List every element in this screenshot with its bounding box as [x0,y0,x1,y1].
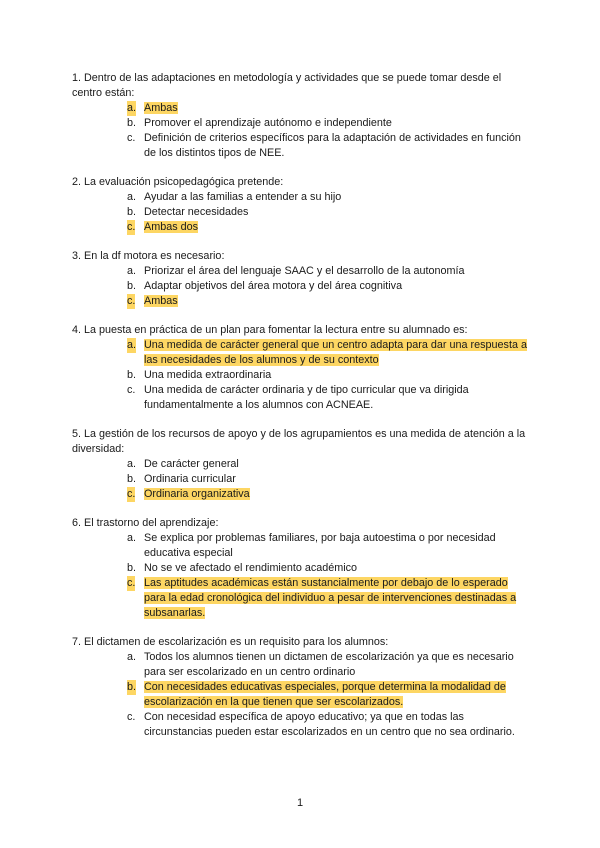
option-c [72,220,532,235]
option-text: Se explica por problemas familiares, por baja autoestima o por necesidad educativa especial [144,532,496,559]
option-text: De carácter general [144,458,239,470]
option-letter: b. [127,562,137,574]
option-text: Ambas [144,295,178,307]
option-letter: a. [127,651,137,663]
option-b [72,472,532,487]
question-stem: 5. La gestión de los recursos de apoyo y de los agrupamientos es una medida de atención a la diversidad: [72,428,526,455]
option-letter: a. [127,102,137,114]
question-2 [72,175,532,235]
option-letter: a. [127,191,137,203]
question-6 [72,516,532,621]
option-c [72,576,532,621]
question-4 [72,323,532,413]
option-b [72,116,532,131]
option-c [72,710,532,740]
option-b [72,279,532,294]
option-text: Ayudar a las familias a entender a su hijo [144,191,342,203]
option-a [72,101,532,116]
option-a [72,531,532,561]
question-3 [72,249,532,309]
option-text: Con necesidades educativas especiales, porque determina la modalidad de escolarización en la que tienen que ser escolarizados. [144,681,506,708]
option-text: Priorizar el área del lenguaje SAAC y el desarrollo de la autonomía [144,265,465,277]
option-text: Una medida de carácter ordinaria y de tipo curricular que va dirigida fundamentalmente a los alumnos con ACNEAE. [144,384,469,411]
option-c [72,383,532,413]
option-text: Adaptar objetivos del área motora y del área cognitiva [144,280,403,292]
option-a [72,457,532,472]
option-text: Todos los alumnos tienen un dictamen de escolarización ya que es necesario para ser escolarizado en un centro ordinario [144,651,514,678]
option-letter: a. [127,532,137,544]
option-a [72,650,532,680]
option-b [72,561,532,576]
option-letter: a. [127,339,137,351]
option-text: Una medida extraordinaria [144,369,272,381]
option-letter: a. [127,458,137,470]
option-text: Ordinaria curricular [144,473,236,485]
option-text: Definición de criterios específicos para la adaptación de actividades en función de los distintos tipos de NEE. [144,132,521,159]
option-a [72,338,532,368]
option-text: No se ve afectado el rendimiento académico [144,562,358,574]
option-letter: c. [127,221,136,233]
option-letter: b. [127,681,137,693]
option-letter: b. [127,280,137,292]
question-stem: 7. El dictamen de escolarización es un requisito para los alumnos: [72,636,389,648]
option-c [72,294,532,309]
option-text: Ambas [144,102,178,114]
question-stem: 3. En la df motora es necesario: [72,250,225,262]
option-letter: a. [127,265,137,277]
question-stem: 4. La puesta en práctica de un plan para fomentar la lectura entre su alumnado es: [72,324,468,336]
question-stem: 1. Dentro de las adaptaciones en metodología y actividades que se puede tomar desde el centro están: [72,72,502,99]
document-page [72,71,532,754]
option-b [72,368,532,383]
option-letter: c. [127,384,136,396]
option-text: Ordinaria organizativa [144,488,250,500]
page-number: 1 [296,797,304,809]
question-stem: 2. La evaluación psicopedagógica pretende: [72,176,284,188]
option-text: Con necesidad específica de apoyo educativo; ya que en todas las circunstancias pueden estar escolarizados en un centro que no sea ordinario. [144,711,515,738]
question-stem: 6. El trastorno del aprendizaje: [72,517,219,529]
option-letter: c. [127,132,136,144]
question-7 [72,635,532,740]
option-b [72,205,532,220]
option-c [72,131,532,161]
option-text: Una medida de carácter general que un centro adapta para dar una respuesta a las necesidades de los alumnos y de su contexto [144,339,527,366]
option-text: Las aptitudes académicas están sustancialmente por debajo de lo esperado para la edad cronológica del individuo a pesar de intervenciones destinadas a subsanarlas. [144,577,517,619]
question-5 [72,427,532,502]
option-text: Promover el aprendizaje autónomo e independiente [144,117,392,129]
option-letter: c. [127,577,136,589]
option-letter: c. [127,295,136,307]
option-letter: c. [127,711,136,723]
option-a [72,264,532,279]
option-c [72,487,532,502]
option-letter: c. [127,488,136,500]
question-1 [72,71,532,161]
option-a [72,190,532,205]
option-text: Ambas dos [144,221,199,233]
option-letter: b. [127,206,137,218]
option-letter: b. [127,369,137,381]
option-b [72,680,532,710]
option-letter: b. [127,117,137,129]
option-text: Detectar necesidades [144,206,249,218]
option-letter: b. [127,473,137,485]
